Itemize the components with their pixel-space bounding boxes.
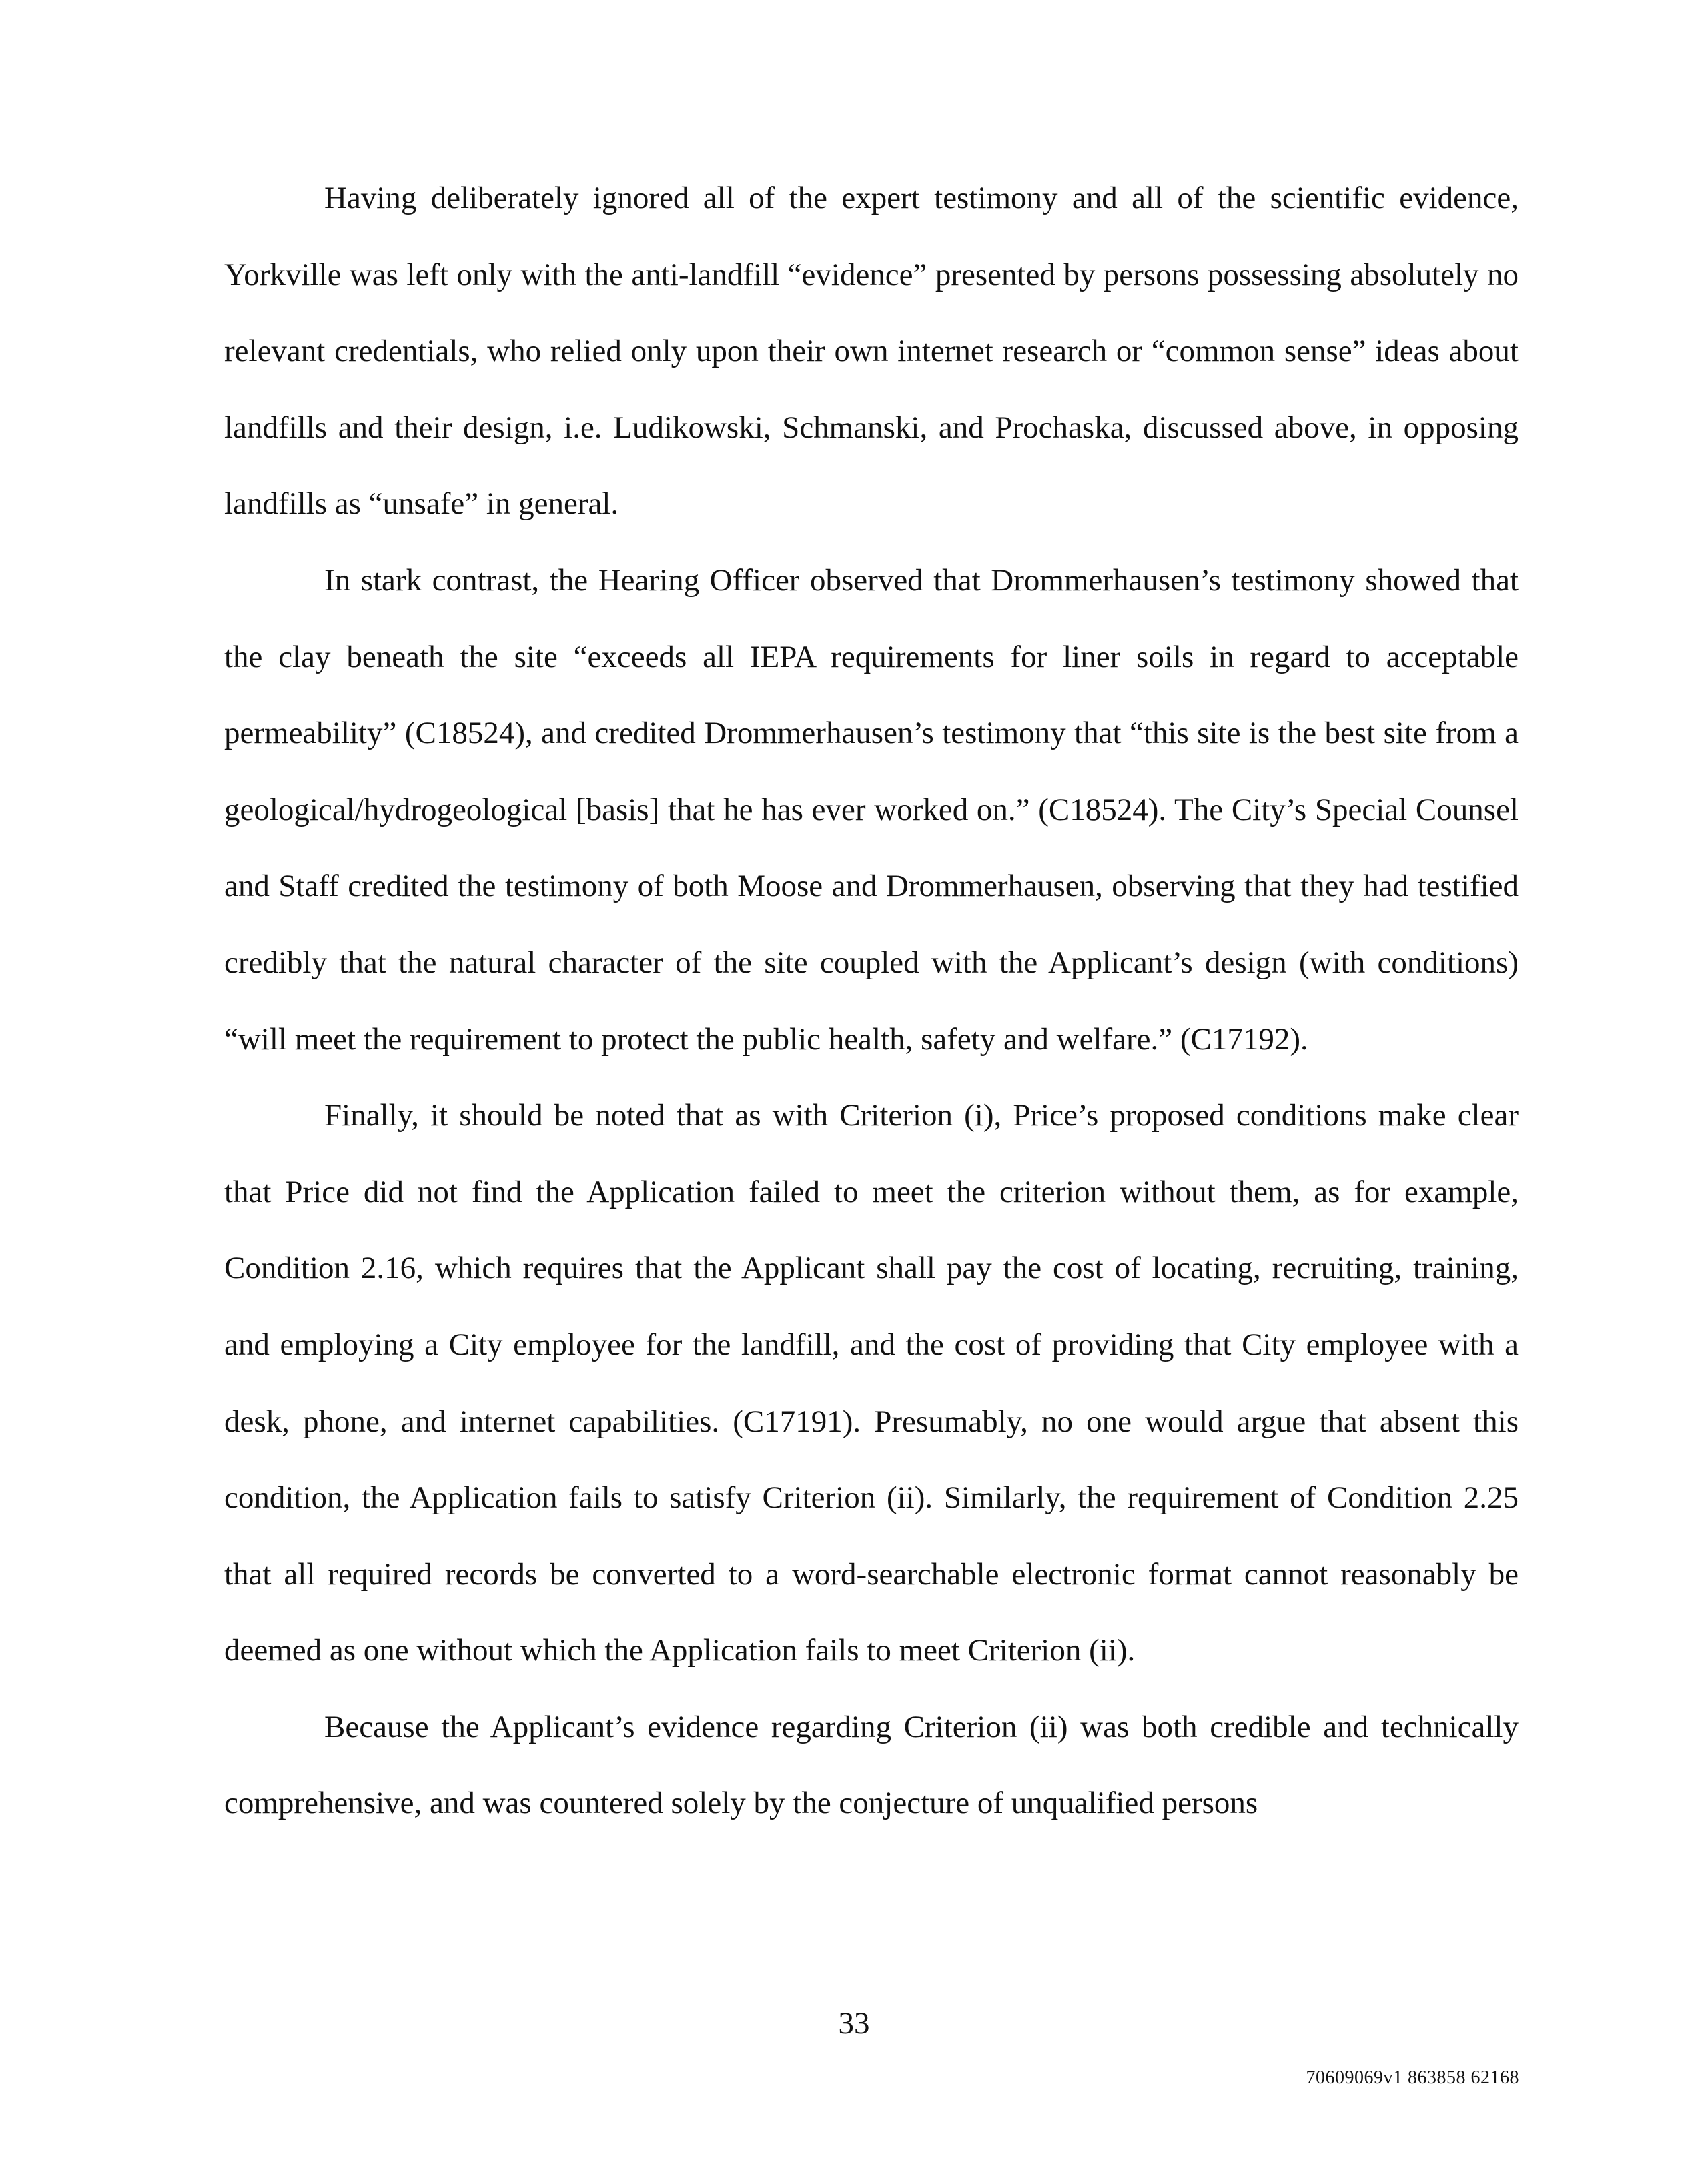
document-id: 70609069v1 863858 62168 bbox=[1306, 2067, 1519, 2088]
paragraph-3: Finally, it should be noted that as with Criterion (i), Price’s proposed conditions make clear that Price did not find the Application failed to meet the criterion without them, as for example, Condition 2.16, which requires that the Applicant shall pay the cost of locating, recruiting, training, and employing a City employee for the landfill, and the cost of providing that City employee with a desk, phone, and internet capabilities. (C17191). Presumably, no one would argue that absent this condition, the Application fails to satisfy Criterion (ii). Similarly, the requirement of Condition 2.25 that all required records be converted to a word-searchable electronic format cannot reasonably be deemed as one without which the Application fails to meet Criterion (ii). bbox=[224, 1098, 1519, 1668]
paragraph-1: Having deliberately ignored all of the expert testimony and all of the scientific evidence, Yorkville was left only with the anti-landfill “evidence” presented by persons possessing absolutely no relevant credentials, who relied only upon their own internet research or “common sense” ideas about landfills and their design, i.e. Ludikowski, Schmanski, and Prochaska, discussed above, in opposing landfills as “unsafe” in general. bbox=[224, 181, 1519, 522]
page-number: 33 bbox=[838, 2006, 870, 2041]
body-text bbox=[224, 160, 1519, 1842]
paragraph-4: Because the Applicant’s evidence regarding Criterion (ii) was both credible and technically comprehensive, and was countered solely by the conjecture of unqualified persons bbox=[224, 1709, 1519, 1821]
paragraph-2: In stark contrast, the Hearing Officer observed that Drommerhausen’s testimony showed that the clay beneath the site “exceeds all IEPA requirements for liner soils in regard to acceptable permeability” (C18524), and credited Drommerhausen’s testimony that “this site is the best site from a geological/hydrogeological [basis] that he has ever worked on.” (C18524). The City’s Special Counsel and Staff credited the testimony of both Moose and Drommerhausen, observing that they had testified credibly that the natural character of the site coupled with the Applicant’s design (with conditions) “will meet the requirement to protect the public health, safety and welfare.” (C17192). bbox=[224, 562, 1519, 1057]
